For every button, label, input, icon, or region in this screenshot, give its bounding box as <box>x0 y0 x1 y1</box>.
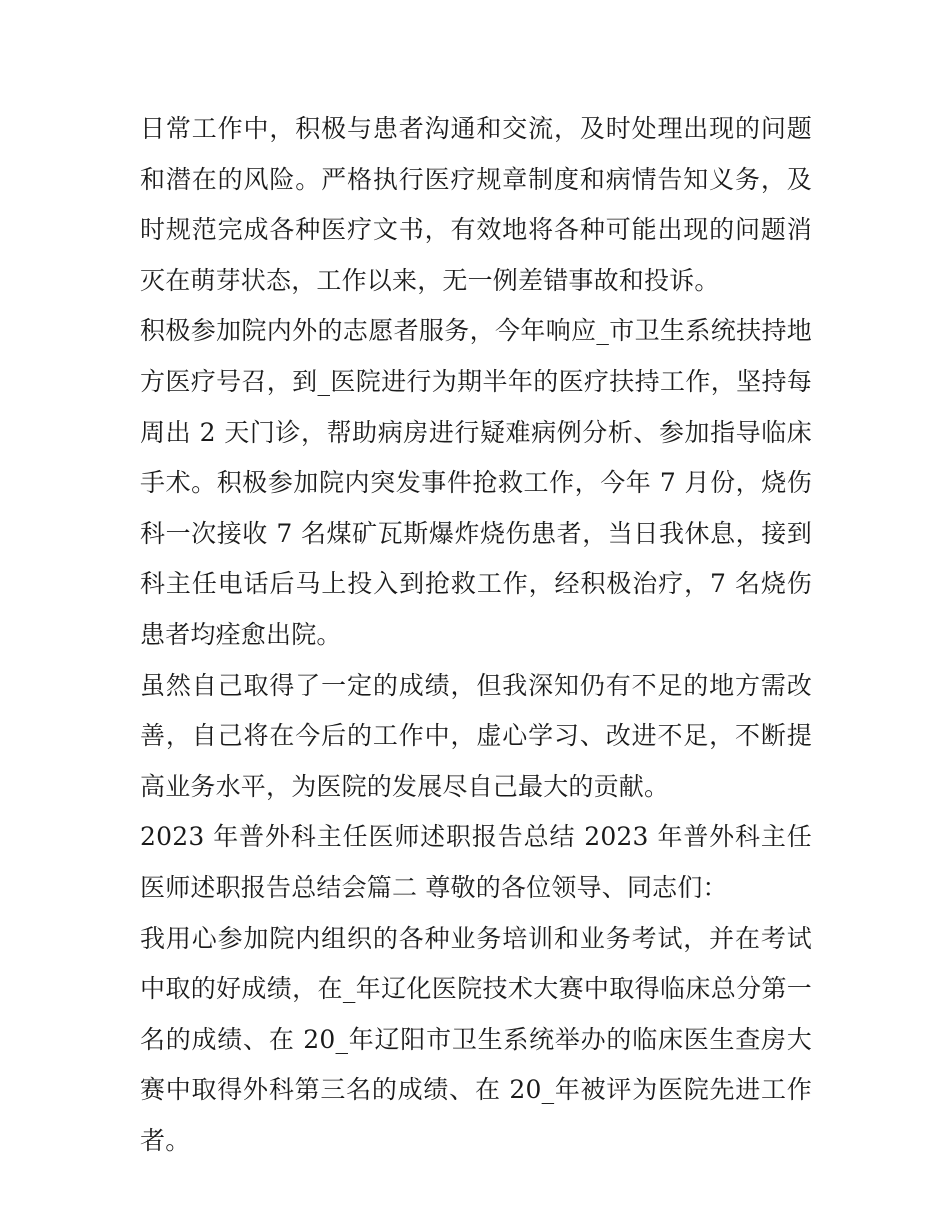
paragraph-report-title: 2023 年普外科主任医师述职报告总结 2023 年普外科主任医师述职报告总结会篇二 尊敬的各位领导、同志们： <box>140 822 812 902</box>
paragraph-self-improvement: 虽然自己取得了一定的成绩，但我深知仍有不足的地方需改善，自己将在今后的工作中，虚心学习、改进不足，不断提高业务水平，为医院的发展尽自己最大的贡献。 <box>140 670 812 801</box>
document-body <box>140 104 812 1166</box>
paragraph-training-achievements: 我用心参加院内组织的各种业务培训和业务考试，并在考试中取的好成绩，在_年辽化医院技术大赛中取得临床总分第一名的成绩、在 20_年辽阳市卫生系统举办的临床医生查房大赛中取得外科第三名的成绩、在 20_年被评为医院先进工作者。 <box>140 923 812 1155</box>
paragraph-volunteer-service: 积极参加院内外的志愿者服务，今年响应_市卫生系统扶持地方医疗号召，到_医院进行为期半年的医疗扶持工作，坚持每周出 2 天门诊，帮助病房进行疑难病例分析、参加指导临床手术。积极参加院内突发事件抢救工作，今年 7 月份，烧伤科一次接收 7 名煤矿瓦斯爆炸烧伤患者，当日我休息，接到科主任电话后马上投入到抢救工作，经积极治疗，7 名烧伤患者均痊愈出院。 <box>140 316 812 649</box>
paragraph-work-communication: 日常工作中，积极与患者沟通和交流，及时处理出现的问题和潜在的风险。严格执行医疗规章制度和病情告知义务，及时规范完成各种医疗文书，有效地将各种可能出现的问题消灭在萌芽状态，工作以来，无一例差错事故和投诉。 <box>140 114 812 295</box>
